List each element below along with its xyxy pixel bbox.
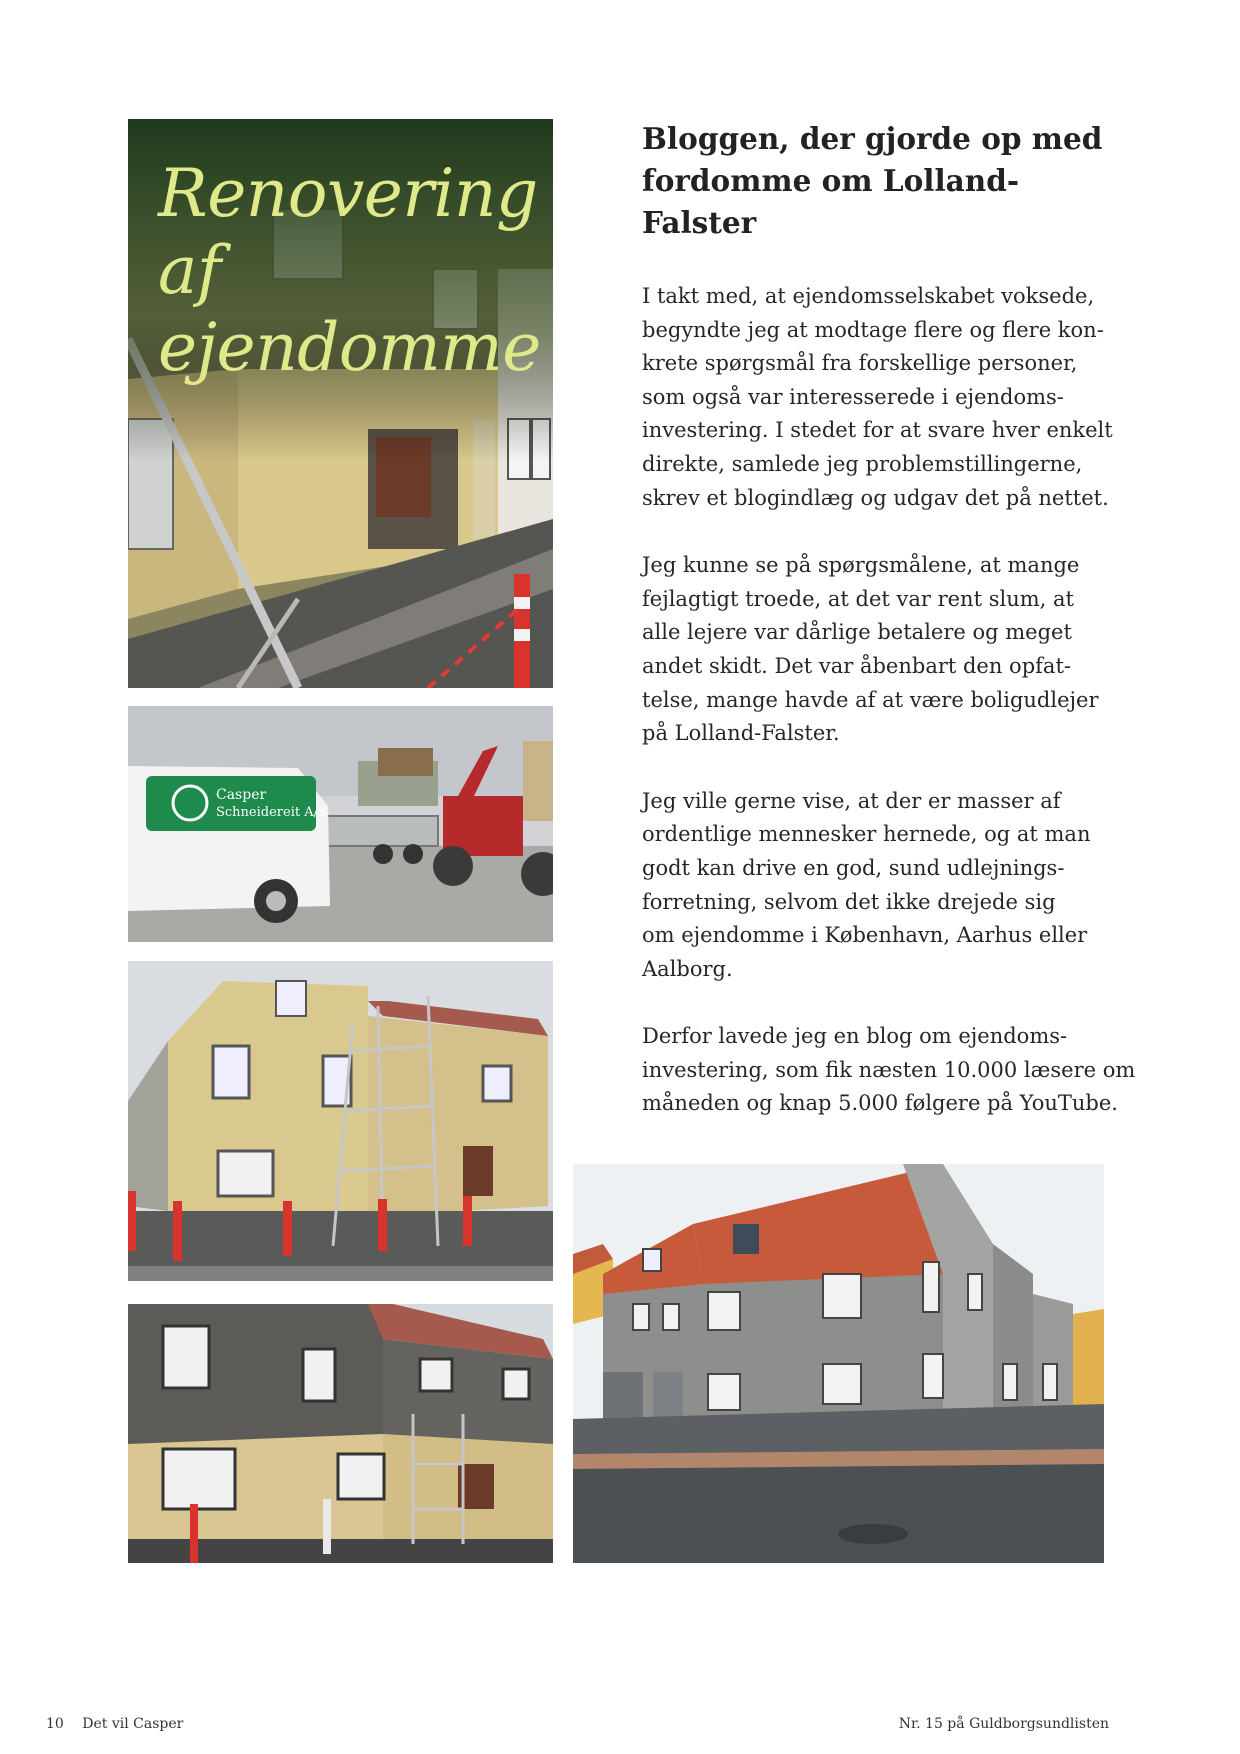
text-line: Jeg kunne se på spørgsmålene, at mange bbox=[642, 553, 1080, 578]
article bbox=[642, 118, 1136, 1155]
page-number: 10 bbox=[46, 1716, 64, 1732]
article-paragraph bbox=[642, 280, 1112, 515]
scaffold-photo bbox=[128, 961, 553, 1281]
text-line: godt kan drive en god, sund udlejnings- bbox=[642, 855, 1065, 880]
hero-photo bbox=[128, 119, 553, 688]
hero-title-line: af bbox=[158, 232, 221, 309]
text-line: ordentlige mennesker hernede, og at man bbox=[642, 822, 1091, 847]
text-line: skrev et blogindlæg og udgav det på nettet. bbox=[642, 485, 1109, 510]
article-paragraph bbox=[642, 785, 1112, 987]
article-paragraph bbox=[642, 1020, 1136, 1121]
headline-line: Bloggen, der gjorde op med bbox=[642, 121, 1103, 156]
text-line: krete spørgsmål fra forskellige personer, bbox=[642, 351, 1078, 376]
text-line: direkte, samlede jeg problemstillingerne, bbox=[642, 451, 1083, 476]
text-line: som også var interesserede i ejendoms- bbox=[642, 384, 1064, 409]
headline-line: fordomme om Lolland-Falster bbox=[642, 163, 1020, 240]
hero-title-line: ejendomme bbox=[158, 309, 541, 386]
van-and-loader-image bbox=[128, 706, 553, 942]
text-line: fejlagtigt troede, at det var rent slum, at bbox=[642, 586, 1074, 611]
hero-title bbox=[158, 155, 541, 386]
house-facade-plastered-image bbox=[128, 1304, 553, 1563]
text-line: telse, mange havde af at være boligudlejer bbox=[642, 687, 1099, 712]
text-line: begyndte jeg at modtage flere og flere kon- bbox=[642, 317, 1104, 342]
text-line: Derfor lavede jeg en blog om ejendoms- bbox=[642, 1024, 1068, 1049]
text-line: Jeg ville gerne vise, at der er masser af bbox=[642, 788, 1061, 813]
text-line: forretning, selvom det ikke drejede sig bbox=[642, 889, 1056, 914]
text-line: alle lejere var dårlige betalere og meget bbox=[642, 620, 1072, 645]
text-line: på Lolland-Falster. bbox=[642, 721, 840, 746]
van-photo bbox=[128, 706, 553, 942]
van-sign-line1: Casper bbox=[216, 787, 267, 803]
text-line: om ejendomme i København, Aarhus eller bbox=[642, 923, 1088, 948]
text-line: Aalborg. bbox=[642, 956, 733, 981]
text-line: investering. I stedet for at svare hver enkelt bbox=[642, 418, 1113, 443]
article-paragraph bbox=[642, 549, 1112, 751]
text-line: I takt med, at ejendomsselskabet voksede, bbox=[642, 284, 1095, 308]
van-sign-line2: Schneidereit A/S bbox=[216, 805, 327, 820]
text-line: investering, som fik næsten 10.000 læsere om bbox=[642, 1057, 1136, 1082]
finished-house-photo bbox=[573, 1164, 1104, 1563]
footer-right: Nr. 15 på Guldborgsundlisten bbox=[898, 1716, 1109, 1732]
footer-section: Det vil Casper bbox=[82, 1716, 184, 1732]
house-with-scaffolding-image bbox=[128, 961, 553, 1281]
article-headline bbox=[642, 118, 1112, 244]
footer-left bbox=[46, 1716, 183, 1732]
hero-title-line: Renovering bbox=[158, 155, 538, 232]
text-line: andet skidt. Det var åbenbart den opfat- bbox=[642, 653, 1071, 678]
facade-photo bbox=[128, 1304, 553, 1563]
text-line: måneden og knap 5.000 følgere på YouTube. bbox=[642, 1091, 1118, 1116]
renovated-corner-house-image bbox=[573, 1164, 1104, 1563]
